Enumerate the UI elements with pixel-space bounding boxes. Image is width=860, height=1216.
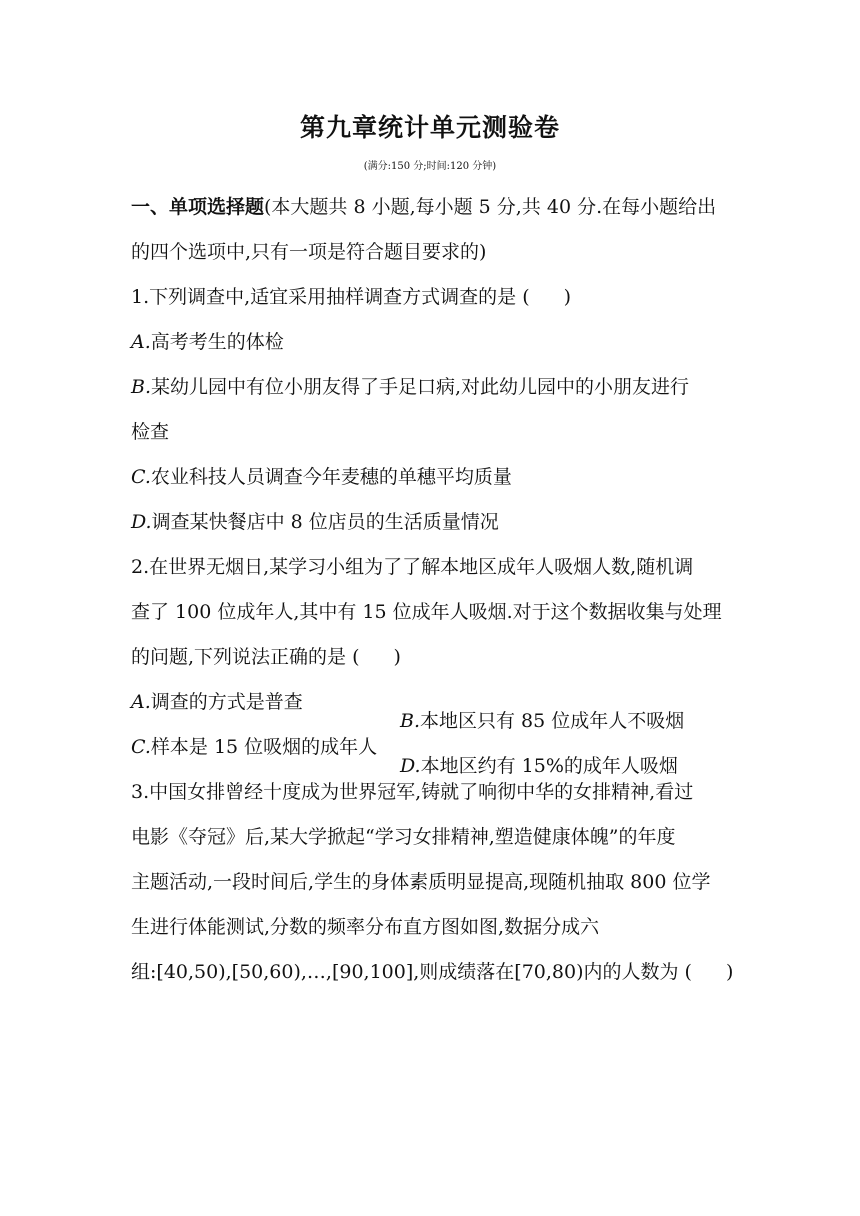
option-letter: A. — [131, 331, 151, 353]
option-text: 某幼儿园中有位小朋友得了手足口病,对此幼儿园中的小朋友进行 — [151, 376, 690, 398]
option-letter: C. — [131, 466, 151, 488]
option-letter: C. — [131, 736, 151, 758]
option-letter: D. — [131, 511, 152, 533]
q2-option-a — [131, 690, 303, 714]
page-title: 第九章统计单元测验卷 — [299, 113, 560, 142]
question-2-stem-cont: 查了 100 位成年人,其中有 15 位成年人吸烟.对于这个数据收集与处理 — [131, 601, 722, 623]
q1-option-a — [131, 330, 284, 354]
answer-paren-close: ) — [393, 646, 401, 668]
option-text: 调查的方式是普查 — [150, 691, 303, 713]
section-heading — [131, 195, 716, 219]
q1-option-b-cont: 检查 — [131, 421, 170, 443]
question-3-stem-end — [131, 960, 733, 984]
q2-option-b — [400, 709, 684, 733]
exam-info: (满分:150 分;时间:120 分钟) — [363, 161, 497, 172]
q2-option-c — [131, 735, 377, 759]
question-3-stem-cont-3: 生进行体能测试,分数的频率分布直方图如图,数据分成六 — [131, 916, 600, 938]
section-instruction: (本大题共 8 小题,每小题 5 分,共 40 分.在每小题给出 — [264, 196, 717, 218]
answer-paren-close: ) — [563, 286, 572, 308]
option-text: 高考考生的体检 — [150, 331, 284, 353]
question-3-stem: 3.中国女排曾经十度成为世界冠军,铸就了响彻中华的女排精神,看过 — [131, 781, 694, 803]
option-letter: B. — [400, 710, 421, 732]
q2-option-d — [400, 754, 678, 778]
question-3-stem-cont-2: 主题活动,一段时间后,学生的身体素质明显提高,现随机抽取 800 位学 — [131, 871, 711, 893]
option-letter: A. — [131, 691, 151, 713]
option-letter: D. — [400, 755, 421, 777]
question-1-text: 1.下列调查中,适宜采用抽样调查方式调查的是 ( — [131, 286, 530, 308]
section-title: 一、单项选择题 — [131, 196, 265, 218]
option-text: 本地区约有 15%的成年人吸烟 — [420, 755, 678, 777]
option-text: 调查某快餐店中 8 位店员的生活质量情况 — [151, 511, 499, 533]
q1-option-d — [131, 510, 499, 534]
q1-option-b — [131, 375, 689, 399]
answer-paren-close: ) — [725, 961, 734, 983]
question-1-stem — [131, 285, 571, 309]
section-instruction-cont: 的四个选项中,只有一项是符合题目要求的) — [131, 241, 487, 263]
option-text: 农业科技人员调查今年麦穗的单穗平均质量 — [150, 466, 512, 488]
question-3-stem-cont-1: 电影《夺冠》后,某大学掀起“学习女排精神,塑造健康体魄”的年度 — [131, 826, 676, 848]
question-2-stem-end — [131, 645, 401, 669]
question-3-text: 组:[40,50),[50,60),…,[90,100],则成绩落在[70,80)内的人数为 ( — [131, 961, 692, 983]
option-letter: B. — [131, 376, 152, 398]
q1-option-c — [131, 465, 512, 489]
option-text: 本地区只有 85 位成年人不吸烟 — [420, 710, 685, 732]
option-text: 样本是 15 位吸烟的成年人 — [150, 736, 378, 758]
question-2-text: 的问题,下列说法正确的是 ( — [131, 646, 360, 668]
question-2-stem: 2.在世界无烟日,某学习小组为了了解本地区成年人吸烟人数,随机调 — [131, 556, 694, 578]
